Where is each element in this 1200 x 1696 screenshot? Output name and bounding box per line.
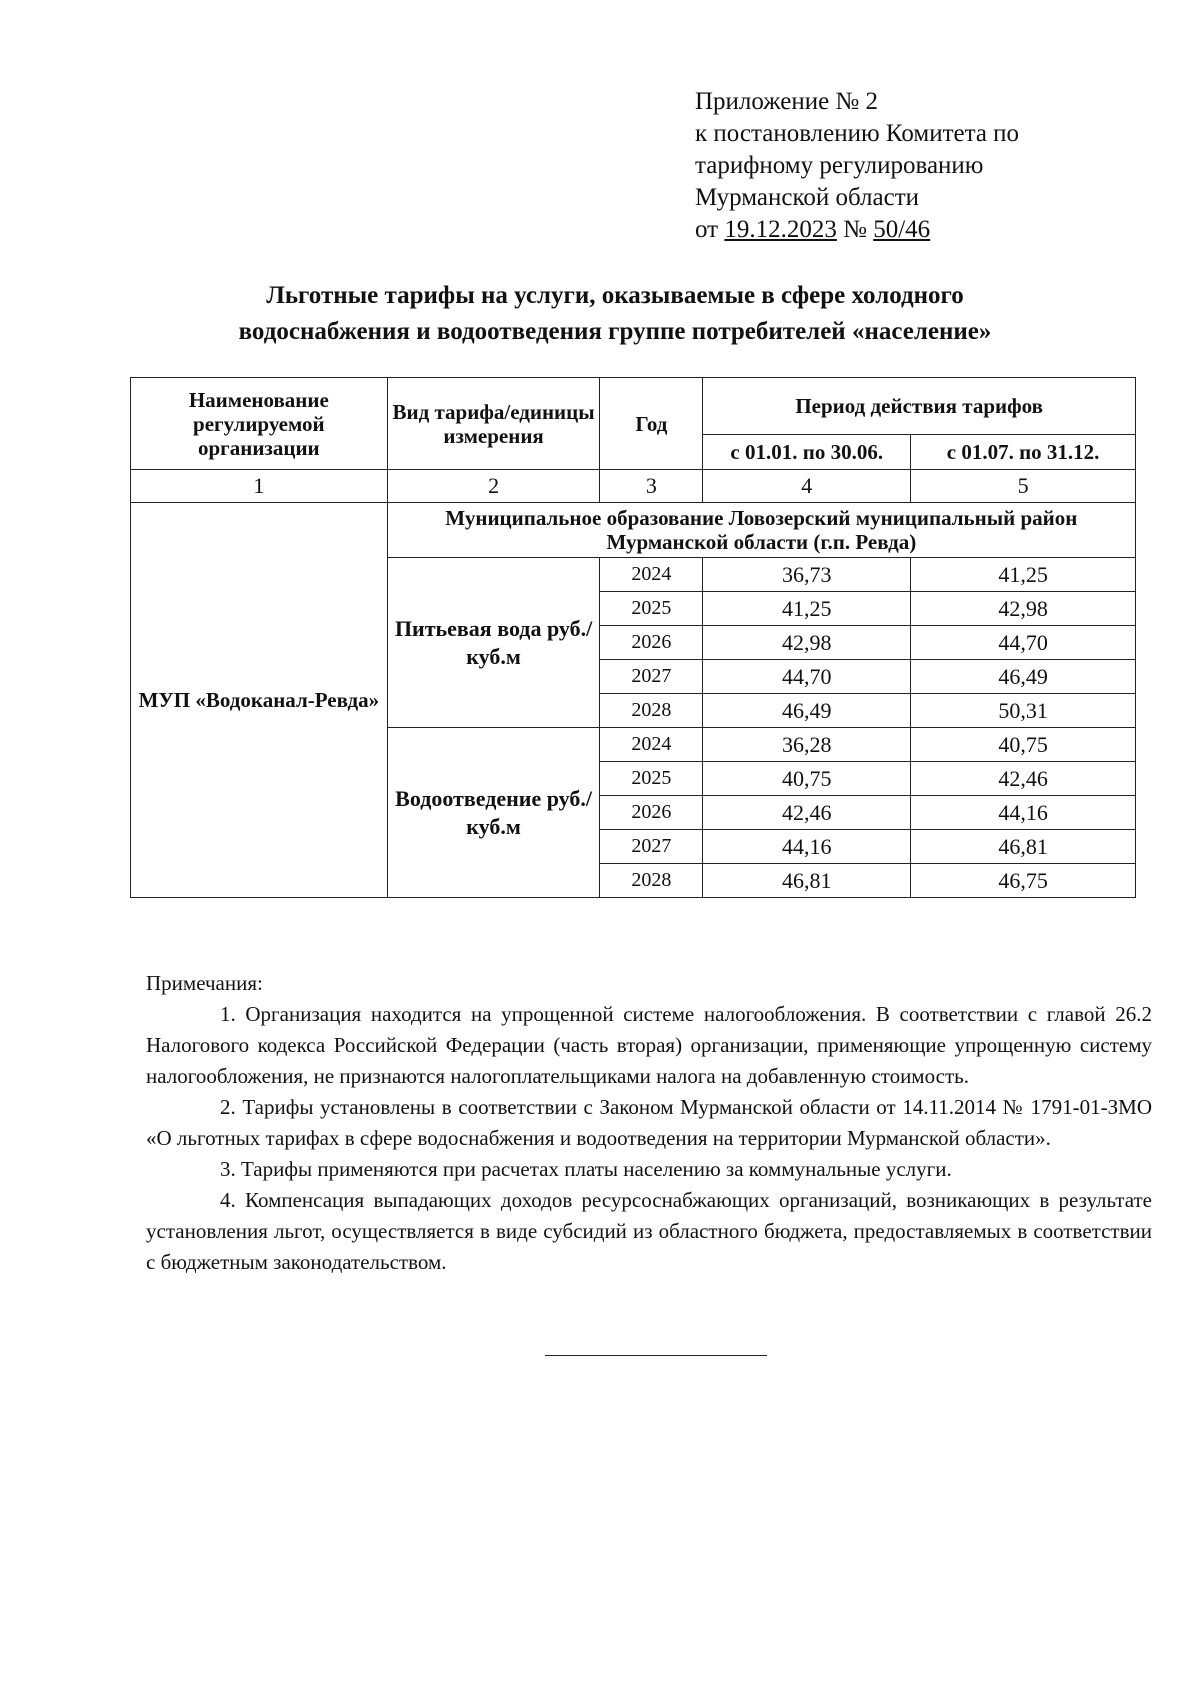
tariff-second-half: 46,81 [911,830,1136,864]
number-prefix: № [836,216,874,243]
column-number: 1 [131,470,388,503]
notes-section [146,968,1152,1278]
notes-heading: Примечания: [146,971,263,995]
tariff-second-half: 44,70 [911,626,1136,660]
note-item: 2. Тарифы установлены в соответствии с Законом Мурманской области от 14.11.2014 № 1791-01-ЗМО «О льготных тарифах в сфере водоснабжения и водоотведения на территории Мурманской области». [146,1095,1152,1150]
title-line: Льготные тарифы на услуги, оказываемые в сфере холодного [266,282,964,309]
appendix-block [695,86,1115,246]
closing-divider [545,1355,767,1356]
appendix-line: Приложение № 2 [695,88,879,115]
municipality-row [131,503,1136,558]
year-cell: 2024 [600,558,703,592]
tariff-second-half: 44,16 [911,796,1136,830]
tariff-first-half: 41,25 [703,592,911,626]
tariff-first-half: 44,70 [703,660,911,694]
appendix-line: Мурманской области [695,184,920,211]
tariff-first-half: 36,73 [703,558,911,592]
column-number: 2 [387,470,600,503]
tariff-kind-wastewater: Водоотведение руб./куб.м [387,728,600,898]
header-row [131,378,1136,435]
date-prefix: от [695,216,725,243]
year-cell: 2024 [600,728,703,762]
year-cell: 2028 [600,864,703,898]
year-cell: 2026 [600,626,703,660]
tariff-first-half: 36,28 [703,728,911,762]
tariff-second-half: 46,49 [911,660,1136,694]
municipality-name: Муниципальное образование Ловозерский муниципальный район Мурманской области (г.п. Ревда) [387,503,1135,558]
tariff-first-half: 44,16 [703,830,911,864]
year-cell: 2028 [600,694,703,728]
header-period-first-half: с 01.01. по 30.06. [703,435,911,470]
tariff-first-half: 46,49 [703,694,911,728]
column-number-row [131,470,1136,503]
title-line: водоснабжения и водоотведения группе потребителей «население» [238,318,992,345]
tariff-kind-drinking-water: Питьевая вода руб./куб.м [387,558,600,728]
note-item: 1. Организация находится на упрощенной системе налогообложения. В соответствии с главой 26.2 Налогового кодекса Российской Федерации (часть вторая) организации, применяющие упрощенную систему налогообложения, не признаются налогоплательщиками налога на добавленную стоимость. [146,1002,1152,1088]
appendix-line: тарифному регулированию [695,152,984,179]
column-number: 3 [600,470,703,503]
note-item: 3. Тарифы применяются при расчетах платы населению за коммунальные услуги. [220,1157,952,1181]
appendix-line: к постановлению Комитета по [695,120,1020,147]
tariff-second-half: 42,46 [911,762,1136,796]
tariff-table [130,377,1136,898]
appendix-date-line [695,214,1115,246]
decree-date: 19.12.2023 [724,216,837,243]
organization-name: МУП «Водоканал-Ревда» [131,503,388,898]
note-item: 4. Компенсация выпадающих доходов ресурсоснабжающих организаций, возникающих в результате установления льгот, осуществляется в виде субсидий из областного бюджета, предоставляемых в соответствии с бюджетным законодательством. [146,1188,1152,1274]
header-org: Наименование регулируемой организации [131,378,388,470]
document-title [150,278,1080,350]
column-number: 4 [703,470,911,503]
tariff-first-half: 40,75 [703,762,911,796]
tariff-first-half: 46,81 [703,864,911,898]
header-period-second-half: с 01.07. по 31.12. [911,435,1136,470]
decree-number: 50/46 [873,216,931,243]
tariff-first-half: 42,98 [703,626,911,660]
year-cell: 2025 [600,762,703,796]
tariff-second-half: 40,75 [911,728,1136,762]
tariff-second-half: 50,31 [911,694,1136,728]
year-cell: 2027 [600,660,703,694]
tariff-second-half: 41,25 [911,558,1136,592]
header-kind: Вид тарифа/единицы измерения [387,378,600,470]
year-cell: 2027 [600,830,703,864]
tariff-second-half: 42,98 [911,592,1136,626]
header-period: Период действия тарифов [703,378,1136,435]
tariff-first-half: 42,46 [703,796,911,830]
column-number: 5 [911,470,1136,503]
header-year: Год [600,378,703,470]
year-cell: 2025 [600,592,703,626]
tariff-second-half: 46,75 [911,864,1136,898]
year-cell: 2026 [600,796,703,830]
